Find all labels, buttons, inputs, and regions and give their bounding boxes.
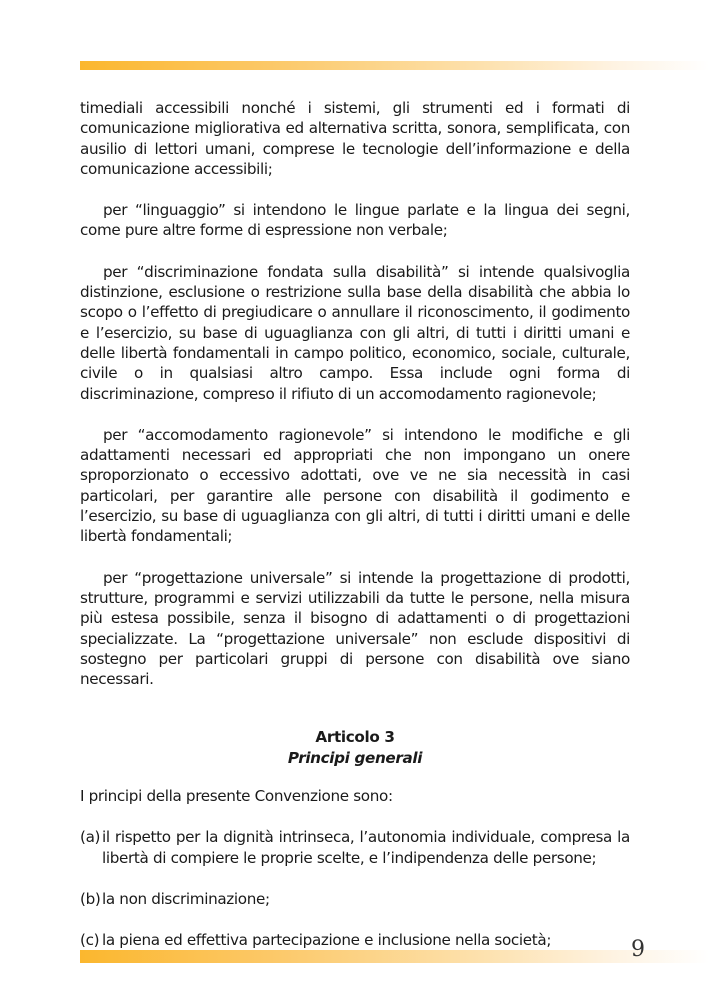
list-item: [80, 930, 630, 950]
paragraph-continued: timediali accessibili nonché i sistemi, gli strumenti ed i formati di comunicazione migliorativa ed alternativa scritta, sonora, semplificata, con ausilio di lettori umani, comprese le tecnologie dell’informazione e della comunicazione accessibili;: [80, 99, 630, 178]
list-marker: (b): [80, 889, 101, 908]
footer-accent-bar: [80, 950, 709, 963]
list-item-text: la piena ed effettiva partecipazione e inclusione nella società;: [102, 931, 552, 950]
list-item-text: il rispetto per la dignità intrinseca, l’autonomia individuale, compresa la libertà di compiere le proprie scelte, e l’indipendenza delle persone;: [102, 828, 630, 867]
article-intro: I principi della presente Convenzione sono:: [80, 787, 393, 806]
page-number: 9: [631, 937, 645, 962]
page-body: [80, 98, 630, 972]
list-item-text: la non discriminazione;: [102, 889, 270, 908]
paragraph-definition-progettazione: per “progettazione universale” si intende la progettazione di prodotti, strutture, programmi e servizi utilizzabili da tutte le persone, nella misura più estesa possibile, senza il bisogno di adattamenti o di progettazioni specializzate. La “progettazione universale” non esclude dispositivi di sostegno per particolari gruppi di persone con disabilità ove siano necessari.: [80, 568, 630, 689]
header-accent-bar: [80, 61, 709, 70]
article-title: Principi generali: [287, 748, 423, 767]
paragraph-definition-accomodamento: per “accomodamento ragionevole” si intendono le modifiche e gli adattamenti necessari ed appropriati che non impongano un onere sproporzionato o eccessivo adottati, ove ve ne sia necessità in casi particolari, per garantire alle persone con disabilità il godimento e l’esercizio, su base di uguaglianza con gli altri, di tutti i diritti umani e delle libertà fondamentali;: [80, 425, 630, 546]
list-item: [80, 889, 630, 909]
list-marker: (a): [80, 828, 101, 847]
paragraph-definition-linguaggio: per “linguaggio” si intendono le lingue parlate e la lingua dei segni, come pure altre forme di espressione non verbale;: [80, 201, 630, 240]
article-number: Articolo 3: [315, 728, 395, 747]
paragraph-definition-discriminazione: per “discriminazione fondata sulla disabilità” si intende qualsivoglia distinzione, esclusione o restrizione sulla base della disabilità che abbia lo scopo o l’effetto di pregiudicare o annullare il riconoscimento, il godimento e l’esercizio, su base di uguaglianza con gli altri, di tutti i diritti umani e delle libertà fondamentali in campo politico, economico, sociale, culturale, civile o in qualsiasi altro campo. Essa include ogni forma di discriminazione, compreso il rifiuto di un accomodamento ragionevole;: [80, 262, 630, 403]
list-item: [80, 827, 630, 868]
article-heading: [80, 727, 630, 768]
list-marker: (c): [80, 931, 100, 950]
